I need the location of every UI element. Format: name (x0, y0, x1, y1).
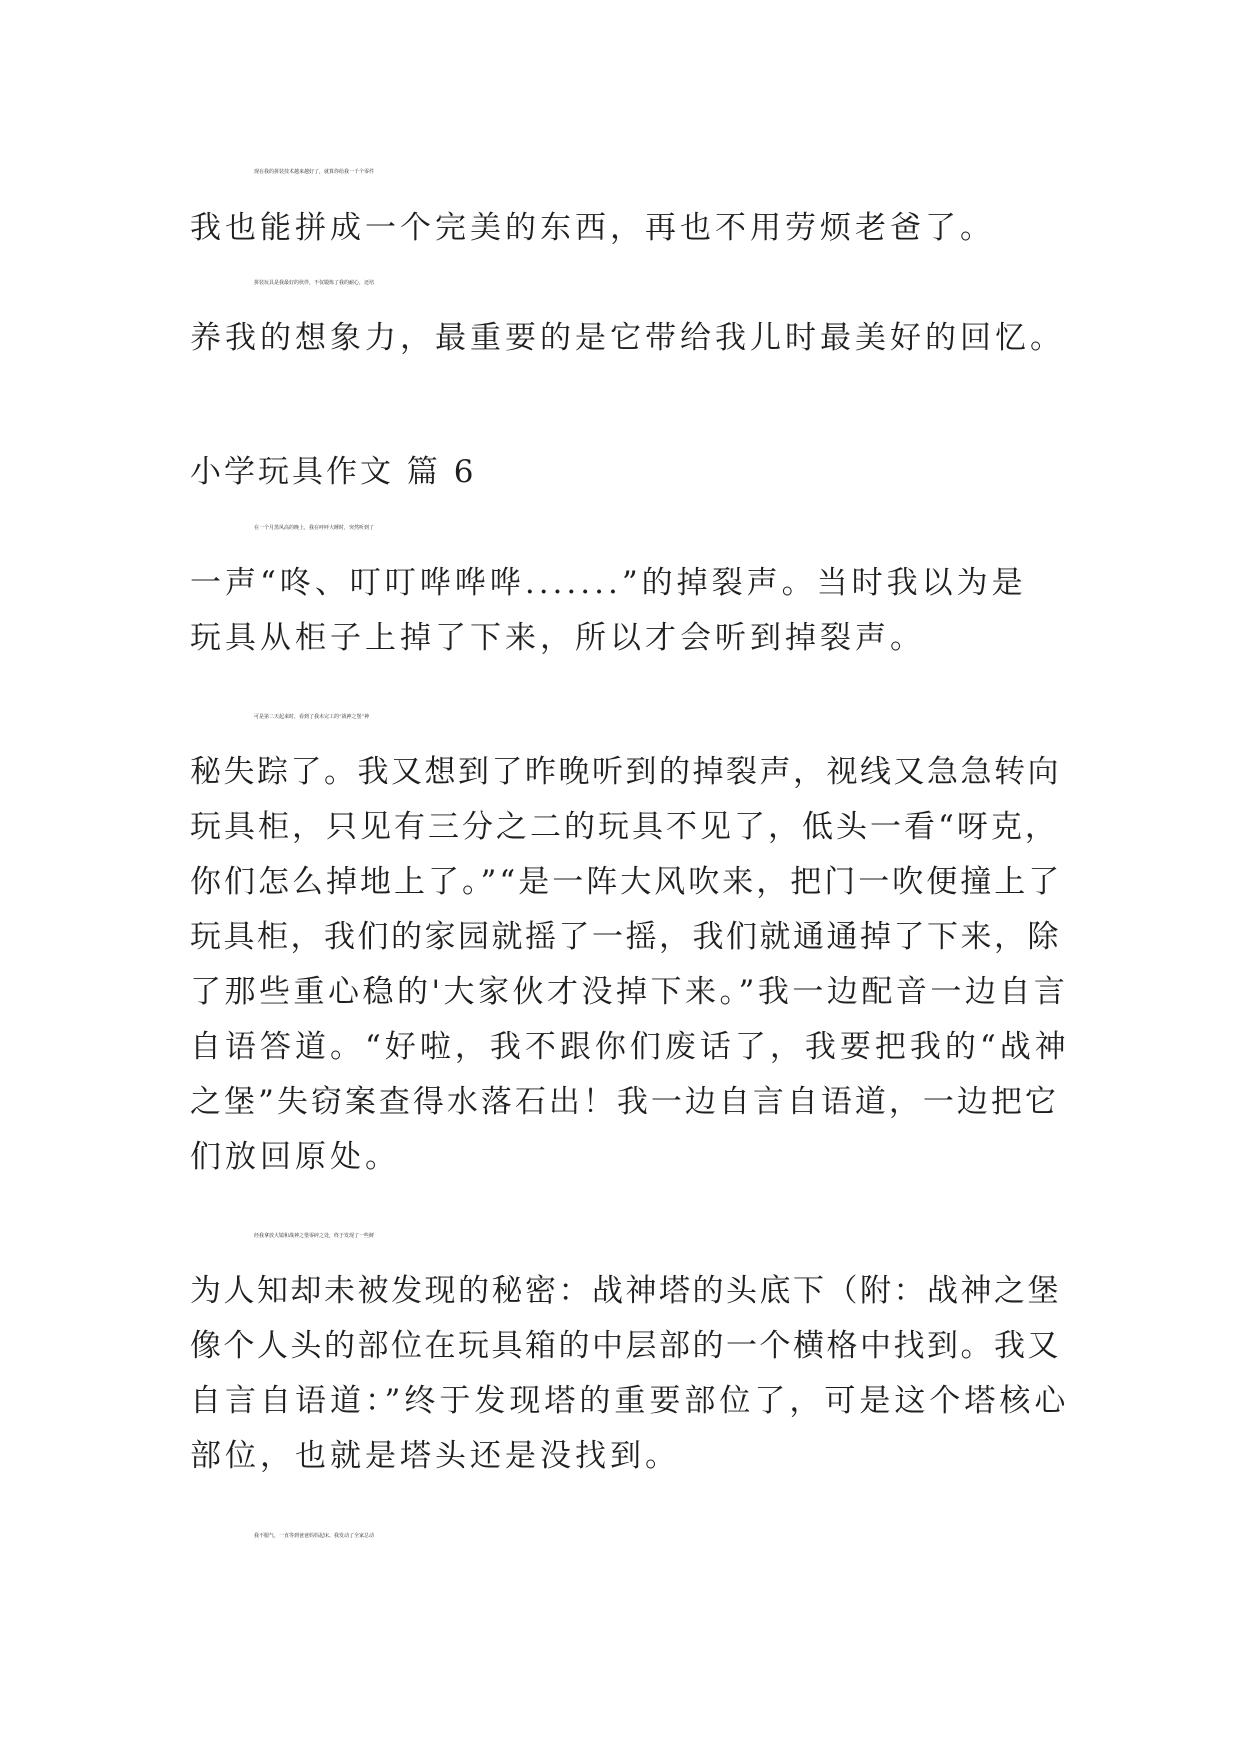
paragraph-line: 一声“咚、叮叮哗哗哗.......”的掉裂声。当时我以为是 (190, 565, 1027, 601)
paragraph-line: 秘失踪了。我又想到了昨晚听到的掉裂声，视线又急急转向 (190, 754, 1061, 790)
paragraph-line: 在一个月黑风高的晚上，我在呼呼大睡时，突然听到了 (254, 525, 375, 531)
paragraph-line: 自言自语道：”终于发现塔的重要部位了，可是这个塔核心 (190, 1383, 1070, 1419)
paragraph-line: 玩具柜，我们的家园就摇了一摇，我们就通通掉了下来，除 (190, 919, 1061, 955)
paragraph-line: 之堡”失窃案查得水落石出！我一边自言自语道，一边把它 (190, 1084, 1059, 1120)
paragraph-line: 可是第二天起来时，看到了我未完工的“战神之堡”神 (254, 714, 370, 720)
paragraph-line: 像个人头的部位在玩具箱的中层部的一个横格中找到。我又 (190, 1328, 1061, 1364)
paragraph-line: 了那些重心稳的'大家伙才没掉下来。”我一边配音一边自言 (190, 974, 1069, 1010)
paragraph-line: 现在我的拼装技术越来越好了，就算你给我一千个零件 (254, 169, 375, 175)
paragraph-line: 经我拿放大镜和战神之堡零碎之处，终于发现了一些鲜 (254, 1233, 375, 1239)
paragraph-line: 玩具从柜子上掉了下来，所以才会听到掉裂声。 (190, 620, 925, 656)
paragraph-line: 们放回原处。 (190, 1139, 400, 1175)
paragraph-line: 自语答道。“好啦，我不跟你们废话了，我要把我的“战神 (190, 1029, 1070, 1065)
section-heading: 小学玩具作文 篇 6 (190, 454, 477, 490)
paragraph-line: 为人知却未被发现的秘密：战神塔的头底下（附：战神之堡 (190, 1273, 1061, 1309)
paragraph-line: 玩具柜，只见有三分之二的玩具不见了，低头一看“呀克， (190, 809, 1059, 845)
paragraph-line: 我不服气，一直等到爸爸妈妈起床。我发动了全家总动 (254, 1533, 375, 1539)
paragraph-line: 我也能拼成一个完美的东西，再也不用劳烦老爸了。 (190, 210, 995, 246)
paragraph-line: 你们怎么掉地上了。”“是一阵大风吹来，把门一吹便撞上了 (190, 864, 1063, 900)
paragraph-line: 养我的想象力，最重要的是它带给我儿时最美好的回忆。 (190, 320, 1065, 356)
paragraph-line: 部位，也就是塔头还是没找到。 (190, 1438, 680, 1474)
paragraph-line: 拼装玩具是我最好的伙伴，不仅锻炼了我的耐心，还培 (254, 280, 375, 286)
